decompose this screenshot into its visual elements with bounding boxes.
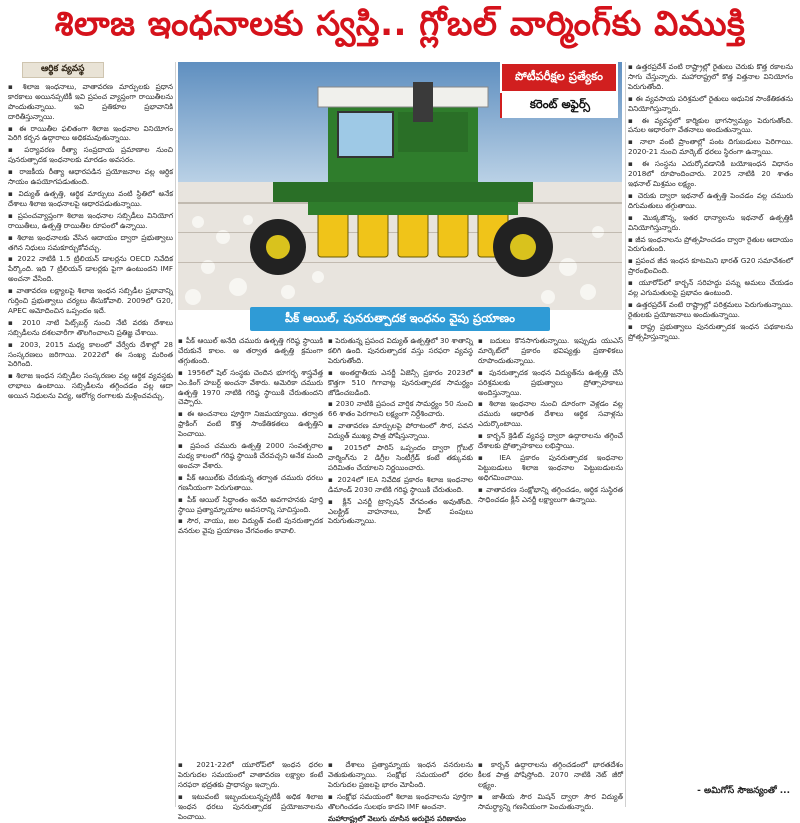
paragraph: ▪ శిలాజ ఇంధనాలు, వాతావరణ మార్పులకు ప్రధాన కారకాలు అయినప్పటికీ ఇవి ప్రపంచ వ్యాప్తంగా రాయితీలను పొందుతున్నాయి. ఇవి ప్రతికూల ప్రభావానికి దారితీస్తున్నాయి. bbox=[8, 82, 173, 122]
paragraph: ▪ 2030 నాటికి ప్రపంచ వార్షిక సామర్థ్యం 50 నుంచి 66 శాతం పెరగాలని లక్ష్యంగా నిర్దేశించారు. bbox=[328, 399, 473, 419]
paragraph: ▪ ఈ రాయితీల ఫలితంగా శిలాజ ఇంధనాల వినియోగం పెరిగి కర్బన ఉద్గారాలు అధికమవుతున్నాయి. bbox=[8, 124, 173, 144]
paragraph: ▪ నాలా వంటి ప్రాంతాల్లో పంట దిగుబడులు పెరిగాయి. 2020-21 నుంచి మార్కెట్ ధరలు స్థిరంగా ఉన్నాయి. bbox=[628, 137, 793, 157]
author-credit: - అమిగోస్ సౌజన్యంతో ... bbox=[697, 786, 790, 796]
special-badge-top: పోటీపరీక్షల ప్రత్యేకం bbox=[500, 62, 618, 93]
paragraph: ▪ 2024లో IEA నివేదిక ప్రకారం శిలాజ ఇంధనాల డిమాండ్ 2030 నాటికి గరిష్ఠ స్థాయికి చేరుతుంది. bbox=[328, 475, 473, 495]
paragraph: ▪ జీవ ఇంధనాలను ప్రోత్సహించడం ద్వారా రైతుల ఆదాయం పెరుగుతుంది. bbox=[628, 235, 793, 255]
paragraph: ▪ విద్యుత్ ఉత్పత్తి, ఆర్థిక మార్పులు వంటి స్థితిలో అనేక దేశాలు శిలాజ ఇంధనాలపై ఆధారపడుతున్నాయి. bbox=[8, 189, 173, 209]
mid-column-3 bbox=[478, 336, 623, 754]
paragraph: ▪ ఉత్తరప్రదేశ్ వంటి రాష్ట్రాల్లో పరిశ్రమలు పెరుగుతున్నాయి. రైతులకు ప్రయోజనాలు అందుతున్నాయి. bbox=[628, 300, 793, 320]
mid-column-2 bbox=[328, 336, 473, 754]
bottom-column-1 bbox=[178, 760, 323, 821]
bottom-caption: మహారాష్ట్రలో వెలుగు చూసిన అరుదైన పరిణామం bbox=[328, 813, 466, 823]
paragraph: ▪ ప్రపంచవ్యాప్తంగా శిలాజ ఇంధనాల సబ్సిడీలు వినియోగ రాయితీలు, ఉత్పత్తి రాయితీల రూపంలో ఉన్నాయి. bbox=[8, 211, 173, 231]
paragraph: ▪ పీక్ ఆయిల్ అనేది చమురు ఉత్పత్తి గరిష్ఠ స్థాయికి చేరుకునే కాలం. ఆ తర్వాత ఉత్పత్తి క్రమంగా తగ్గుతుంది. bbox=[178, 336, 323, 366]
bottom-column-2-body bbox=[328, 760, 473, 812]
paragraph: ▪ ఈ వ్యవసాయ పరిశ్రమలో రైతులు ఆధునిక సాంకేతికతను వినియోగిస్తున్నారు. bbox=[628, 94, 793, 114]
paragraph: ▪ శిలాజ ఇంధనాల నుంచి దూరంగా వెళ్లడం వల్ల చమురు ఆధారిత దేశాలు ఆర్థిక సవాళ్లను ఎదుర్కొంటాయి. bbox=[478, 399, 623, 429]
column-divider bbox=[625, 62, 626, 807]
paragraph: ▪ అంతర్జాతీయ ఎనర్జీ ఏజెన్సీ ప్రకారం 2023లో కొత్తగా 510 గిగావాట్ల పునరుత్పాదక సామర్థ్యం జోడించబడింది. bbox=[328, 368, 473, 398]
paragraph: ▪ శిలాజ ఇంధన సబ్సిడీల సంస్కరణల వల్ల ఆర్థిక వ్యవస్థకు లాభాలు ఉంటాయి. సబ్సిడీలను తగ్గించడం వల్ల ఆదా అయిన నిధులను విద్య, ఆరోగ్య రంగాలకు మళ్లించవచ్చు. bbox=[8, 371, 173, 401]
paragraph: ▪ దేశాలు ప్రత్యామ్నాయ ఇంధన వనరులను వెతుకుతున్నాయి. సంక్షోభ సమయంలో ధరల పెరుగుదల ప్రజలపై భారం మోపింది. bbox=[328, 760, 473, 790]
paragraph: ▪ సౌర, వాయు, జల విద్యుత్ వంటి పునరుత్పాదక వనరుల వైపు ప్రయాణం వేగవంతం కావాలి. bbox=[178, 516, 323, 536]
left-column bbox=[8, 62, 173, 807]
paragraph: ▪ 2022 నాటికి 1.5 ట్రిలియన్ డాలర్లను OECD నివేదిక పేర్కొంది. ఇది 7 ట్రిలియన్ డాలర్లకు పైగా ఉంటుందని IMF అంచనా వేసింది. bbox=[8, 254, 173, 284]
paragraph: ▪ 2021-22లో యూరోప్‌లో ఇంధన ధరల పెరుగుదల సమయంలో వాతావరణ లక్ష్యాల కంటే సరఫరా భద్రతకు ప్రాధాన్యం ఇచ్చారు. bbox=[178, 760, 323, 790]
paragraph: ▪ పీక్ ఆయిల్ సిద్ధాంతం అనేది అవగాహనకు పూర్తి స్థాయి ప్రత్యామ్నాయాల అవసరాన్ని సూచిస్తుంది. bbox=[178, 495, 323, 515]
paragraph: ▪ క్లీన్ ఎనర్జీ ట్రాన్సిషన్ వేగవంతం అవుతోంది. ఎలక్ట్రిక్ వాహనాలు, హీట్ పంపులు పెరుగుతున్నాయి. bbox=[328, 497, 473, 527]
paragraph: ▪ వాతావరణ సంక్షోభాన్ని తగ్గించడం, ఆర్థిక సుస్థిరత సాధించడం క్లీన్ ఎనర్జీ లక్ష్యాలుగా ఉన్నాయి. bbox=[478, 485, 623, 505]
paragraph: ▪ పర్యావరణ రీత్యా సంప్రదాయ ప్రమాణాల నుంచి పునరుత్పాదక ఇంధనాలకు మారడం అవసరం. bbox=[8, 145, 173, 165]
paragraph: ▪ ఈ సంస్థను ఎదుర్కోవడానికి బయోఇంధన విధానం 2018లో రూపొందించారు. 2025 నాటికి 20 శాతం ఇథనాల్ మిశ్రమం లక్ష్యం. bbox=[628, 159, 793, 189]
paragraph: ▪ కార్బన్ క్రెడిట్ వ్యవస్థ ద్వారా ఉద్గారాలను తగ్గించే దేశాలకు ప్రోత్సాహకాలు లభిస్తాయి. bbox=[478, 431, 623, 451]
paragraph: ▪ జాతీయ సౌర మిషన్ ద్వారా సౌర విద్యుత్ సామర్థ్యాన్ని గణనీయంగా పెంచుతున్నారు. bbox=[478, 792, 623, 812]
subhead-banner: పీక్ ఆయిల్, పునరుత్పాదక ఇంధనం వైపు ప్రయాణం bbox=[250, 307, 550, 331]
special-badge-bottom: కరెంట్ అఫైర్స్ bbox=[500, 93, 618, 118]
paragraph: ▪ IEA ప్రకారం పునరుత్పాదక ఇంధనాల పెట్టుబడులు శిలాజ ఇంధనాల పెట్టుబడులను అధిగమించాయి. bbox=[478, 453, 623, 483]
paragraph: ▪ రాష్ట్ర ప్రభుత్వాలు పునరుత్పాదక ఇంధన పథకాలను ప్రోత్సహిస్తున్నాయి. bbox=[628, 322, 793, 342]
paragraph: ▪ 1956లో షెల్ సంస్థకు చెందిన భూగర్భ శాస్త్రవేత్త ఎం.కింగ్ హబర్ట్ అంచనా వేశారు. అమెరికా చమురు ఉత్పత్తి 1970 నాటికి గరిష్ఠ స్థాయికి చేరుతుందని చెప్పారు. bbox=[178, 368, 323, 408]
bottom-column-2 bbox=[328, 760, 473, 823]
section-badge: ఆర్థిక వ్యవస్థ bbox=[22, 62, 104, 78]
paragraph: ▪ శిలాజ ఇంధనాలకు వేసిన ఆదాయం ద్వారా ప్రభుత్వాలు తగిన నిధులు సమకూర్చుకోవచ్చు. bbox=[8, 233, 173, 253]
paragraph: ▪ 2003, 2015 మధ్య కాలంలో వేర్వేరు దేశాల్లో 28 సంస్కరణలు జరిగాయి. 2022లో ఈ సంఖ్య మరింత పెరిగింది. bbox=[8, 340, 173, 370]
column-divider bbox=[175, 62, 176, 807]
right-column bbox=[628, 62, 793, 807]
paragraph: ▪ చెరుకు ద్వారా ఇథనాల్ ఉత్పత్తి పెంచడం వల్ల చమురు దిగుమతులు తగ్గుతాయి. bbox=[628, 191, 793, 211]
paragraph: ▪ బదులు కొనసాగుతున్నాయి. ఇప్పుడు యుఎస్ మార్కెట్‌లో ప్రకారం భవిష్యత్తు ప్రణాళికలు రూపొందుతున్నాయి. bbox=[478, 336, 623, 366]
left-column-body bbox=[8, 82, 173, 401]
special-badge bbox=[500, 62, 618, 116]
paragraph: ▪ మొక్కజొన్న, ఇతర ధాన్యాలను ఇథనాల్ ఉత్పత్తికి వినియోగిస్తున్నారు. bbox=[628, 213, 793, 233]
bottom-column-3 bbox=[478, 760, 623, 810]
paragraph: ▪ వాతావరణ లక్ష్యాలపై శిలాజ ఇంధన సబ్సిడీల ప్రభావాన్ని గుర్తించి ప్రభుత్వాలు చర్యలు తీసుకోవాలి. 2009లో G20, APEC ఆమోదించిన ఒప్పందం ఇదే. bbox=[8, 286, 173, 316]
paragraph: ▪ ప్రపంచ జీవ ఇంధన కూటమిని భారత్ G20 సమావేశంలో ప్రారంభించింది. bbox=[628, 256, 793, 276]
paragraph: ▪ 2010 నాటి పిట్స్‌బర్గ్ నుంచి నేటి వరకు దేశాలు సబ్సిడీలను దశలవారీగా తొలగించాలని ప్రతిజ్ఞ చేశాయి. bbox=[8, 318, 173, 338]
headline: శిలాజ ఇంధనాలకు స్వస్తి.. గ్లోబల్ వార్మింగ్‌కు విముక్తి bbox=[54, 4, 746, 44]
paragraph: ▪ 2015లో పారిస్ ఒప్పందం ద్వారా గ్లోబల్ వార్మింగ్‌ను 2 డిగ్రీల సెంటీగ్రేడ్ కంటే తక్కువకు పరిమితం చేయాలని నిర్ణయించారు. bbox=[328, 443, 473, 473]
paragraph: ▪ యూరోప్‌లో కార్బన్ సరిహద్దు పన్ను అమలు చేయడం వల్ల ఎగుమతులపై ప్రభావం ఉంటుంది. bbox=[628, 278, 793, 298]
paragraph: ▪ ఈ వ్యవస్థలో కార్మికుల భాగస్వామ్యం పెరుగుతోంది. పనుల ఆధారంగా వేతనాలు అందుతున్నాయి. bbox=[628, 116, 793, 136]
paragraph: ▪ ఈ అంచనాలు పూర్తిగా నిజమయ్యాయి. తర్వాత ఫ్రాకింగ్ వంటి కొత్త సాంకేతికతలు ఉత్పత్తిని పెంచాయి. bbox=[178, 409, 323, 439]
paragraph: ▪ సంక్షోభ సమయంలో శిలాజ ఇంధనాలను పూర్తిగా తొలగించడం సులభం కాదని IMF అంచనా. bbox=[328, 792, 473, 812]
paragraph: ▪ వాతావరణ మార్పులపై పోరాటంలో సౌర, పవన విద్యుత్ ముఖ్య పాత్ర పోషిస్తున్నాయి. bbox=[328, 421, 473, 441]
paragraph: ▪ కార్బన్ ఉద్గారాలను తగ్గించడంలో భారతదేశం కీలక పాత్ర పోషిస్తోంది. 2070 నాటికి నెట్ జీరో లక్ష్యం. bbox=[478, 760, 623, 790]
paragraph: ▪ ఇటువంటి ఇబ్బందులున్నప్పటికీ అధిక శిలాజ ఇంధన ధరలు పునరుత్పాదక ప్రయోజనాలను పెంచాయి. bbox=[178, 792, 323, 822]
paragraph: ▪ పీక్ ఆయిల్‌కు చేరుకున్న తర్వాత చమురు ధరలు గణనీయంగా పెరుగుతాయి. bbox=[178, 473, 323, 493]
paragraph: ▪ పెరుతున్న ప్రపంచ విద్యుత్ ఉత్పత్తిలో 30 శాతాన్ని కలిగి ఉంది. పునరుత్పాదక వస్తు సరఫరా వ్యవస్థ పెరుగుతోంది. bbox=[328, 336, 473, 366]
paragraph: ▪ ఉత్తరప్రదేశ్ వంటి రాష్ట్రాల్లో రైతులు చెరుకు కొత్త రకాలను సాగు చేస్తున్నారు. మహారాష్ట్రలో కొత్త విత్తనాల వినియోగం పెరుగుతోంది. bbox=[628, 62, 793, 92]
paragraph: ▪ రాజకీయ రీత్యా ఆధారపడిన ప్రయోజనాల వల్ల ఆర్థిక సాయం ఉపయోగపడుతుంది. bbox=[8, 167, 173, 187]
mid-column-1 bbox=[178, 336, 323, 754]
paragraph: ▪ పునరుత్పాదక ఇంధన విద్యుత్‌ను ఉత్పత్తి చేసే పరిశ్రమలకు ప్రభుత్వాలు ప్రోత్సాహకాలు అందిస్తున్నాయి. bbox=[478, 368, 623, 398]
paragraph: ▪ ప్రపంచ చమురు ఉత్పత్తి 2000 సంవత్సరాల మధ్య కాలంలో గరిష్ఠ స్థాయికి చేరవచ్చని అనేక మంది అంచనా వేశారు. bbox=[178, 441, 323, 471]
